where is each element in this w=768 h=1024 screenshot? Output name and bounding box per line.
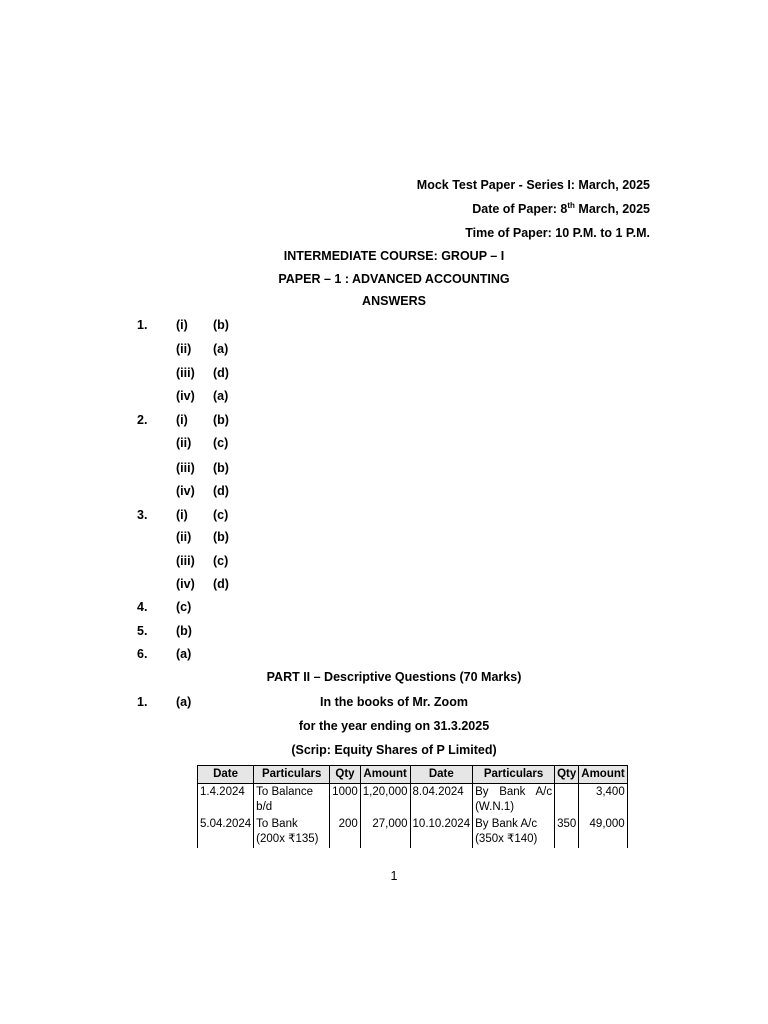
table-cell: 1.4.2024 [198,784,254,817]
table-cell: 200 [330,816,361,848]
answer-option: (b) [213,461,229,475]
part2-title: PART II – Descriptive Questions (70 Marks) [266,670,522,684]
answer-option: (d) [213,484,229,498]
table-row [198,816,628,848]
question-number: 6. [137,647,148,661]
column-header: Particulars [254,766,330,784]
table-cell: By Bank A/c (350x ₹140) [473,816,555,848]
answer-option: (b) [213,413,229,427]
sub-question: (iv) [176,389,195,403]
column-header: Qty [330,766,361,784]
sub-question: (iii) [176,366,195,380]
column-header: Qty [555,766,579,784]
question-number: 4. [137,600,148,614]
answer-option: (c) [213,554,229,568]
sub-question: (i) [176,508,188,522]
answer-option: (b) [213,530,229,544]
sub-question: (iv) [176,577,195,591]
paper-title: PAPER – 1 : ADVANCED ACCOUNTING [278,272,510,286]
answer-option: (c) [213,436,229,450]
table-cell: 8.04.2024 [410,784,473,817]
answer-option: (c) [213,508,229,522]
table-cell: By Bank A/c (W.N.1) [473,784,555,817]
answer-option: (a) [213,342,229,356]
table-row [198,784,628,817]
question-number: 3. [137,508,148,522]
table-cell [555,784,579,817]
answers-heading: ANSWERS [362,294,426,308]
books-title: In the books of Mr. Zoom [320,695,468,709]
answer-option: (c) [176,600,192,614]
time-of-paper: Time of Paper: 10 P.M. to 1 P.M. [465,226,650,240]
year-title: for the year ending on 31.3.2025 [298,719,490,733]
question-number: 2. [137,413,148,427]
answer-option: (d) [213,366,229,380]
sub-question: (iv) [176,484,195,498]
table-cell: 1,20,000 [360,784,410,817]
table-cell: 5.04.2024 [198,816,254,848]
table-cell: 27,000 [360,816,410,848]
answer-option: (d) [213,577,229,591]
date-of-paper: Date of Paper: 8th March, 2025 [472,201,650,216]
column-header: Date [198,766,254,784]
sub-question: (i) [176,413,188,427]
question-number: 1. [137,318,148,332]
page-number: 1 [390,869,398,883]
sub-question: (ii) [176,530,192,544]
scrip-title: (Scrip: Equity Shares of P Limited) [291,743,497,757]
column-header: Amount [360,766,410,784]
sub-question: (iii) [176,554,195,568]
table-header-row [198,766,628,784]
table-cell: To Balance b/d [254,784,330,817]
table-cell: 1000 [330,784,361,817]
course-title: INTERMEDIATE COURSE: GROUP – I [283,249,505,263]
answer-option: (a) [213,389,229,403]
sub-question: (a) [176,695,192,709]
investment-ledger-table [197,765,628,848]
table-cell: 10.10.2024 [410,816,473,848]
table-cell: 3,400 [579,784,627,817]
column-header: Amount [579,766,627,784]
answer-option: (b) [213,318,229,332]
sub-question: (i) [176,318,188,332]
table-cell: 49,000 [579,816,627,848]
answer-option: (b) [176,624,192,638]
sub-question: (ii) [176,436,192,450]
sub-question: (iii) [176,461,195,475]
answer-option: (a) [176,647,192,661]
question-number: 1. [137,695,148,709]
table-cell: To Bank (200x ₹135) [254,816,330,848]
question-number: 5. [137,624,148,638]
table-cell: 350 [555,816,579,848]
series-title: Mock Test Paper - Series I: March, 2025 [416,178,650,192]
column-header: Date [410,766,473,784]
column-header: Particulars [473,766,555,784]
sub-question: (ii) [176,342,192,356]
